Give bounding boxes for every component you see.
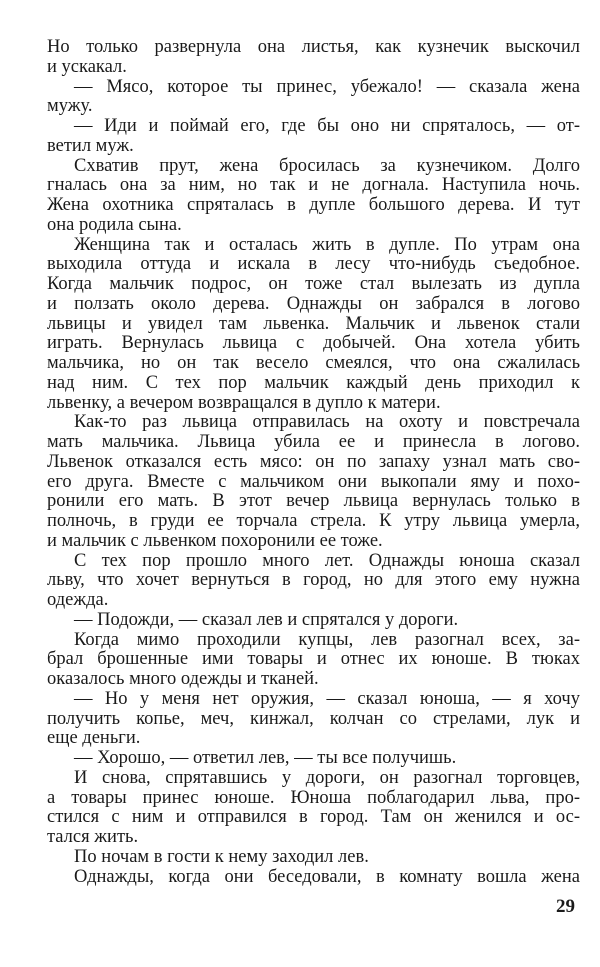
page-text xyxy=(47,38,580,887)
text-line: — Хорошо, — ответил лев, — ты все получишь. xyxy=(74,748,457,768)
text-line: гналась она за ним, но так и не догнала. Наступила ночь. xyxy=(47,175,580,196)
text-line: получить копье, меч, кинжал, колчан со стрелами, лук и xyxy=(47,708,580,729)
text-line: — Мясо, которое ты принес, убежало! — сказала жена xyxy=(74,76,580,97)
text-line: его друга. Вместе с мальчиком они выкопали яму и похо- xyxy=(47,471,580,492)
text-line: выходила оттуда и искала в лесу что-нибудь съедобное. xyxy=(47,254,580,275)
text-line: Однажды, когда они беседовали, в комнату вошла жена xyxy=(74,866,580,887)
text-line: — Но у меня нет оружия, — сказал юноша, — я хочу xyxy=(74,688,580,709)
text-line: оказалось много одежды и тканей. xyxy=(47,669,319,689)
text-line: ронили его мать. В этот вечер львица вернулась только в xyxy=(47,491,580,512)
text-line: Женщина так и осталась жить в дупле. По утрам она xyxy=(74,234,580,255)
text-line: Как-то раз львица отправилась на охоту и повстречала xyxy=(74,412,580,433)
text-line: и ползать около дерева. Однажды он забрался в логово xyxy=(47,293,580,314)
text-line: — Иди и поймай его, где бы оно ни спряталось, — от- xyxy=(74,116,580,136)
text-line: И снова, спрятавшись у дороги, он разогнал торговцев, xyxy=(74,767,580,788)
text-line: Когда мимо проходили купцы, лев разогнал всех, за- xyxy=(74,629,580,650)
text-line: полночь, в груди ее торчала стрела. К утру львица умерла, xyxy=(47,511,580,531)
text-line: над ним. С тех пор мальчик каждый день приходил к xyxy=(47,372,580,393)
text-line: тался жить. xyxy=(47,827,139,847)
text-line: По ночам в гости к нему заходил лев. xyxy=(74,846,369,867)
text-line: она родила сына. xyxy=(47,214,182,235)
text-line: ветил муж. xyxy=(47,135,134,156)
text-line: еще деньги. xyxy=(47,728,141,749)
text-line: львицы и увидел там львенка. Мальчик и львенок стали xyxy=(47,313,580,334)
text-line: и мальчик с львенком похоронили ее тоже. xyxy=(47,530,383,551)
text-line: мужу. xyxy=(47,96,93,117)
text-line: играть. Вернулась львица с добычей. Она хотела убить xyxy=(47,333,580,354)
text-line: Когда мальчик подрос, он тоже стал вылезать из дупла xyxy=(47,274,580,294)
text-line: брал брошенные ими товары и отнес их юноше. В тюках xyxy=(47,649,580,670)
text-line: и ускакал. xyxy=(47,56,127,77)
text-line: льву, что хочет вернуться в город, но для этого ему нужна xyxy=(47,570,580,591)
text-line: Жена охотника спряталась в дупле большого дерева. И тут xyxy=(47,195,580,215)
text-line: — Подожди, — сказал лев и спрятался у дороги. xyxy=(74,609,459,630)
text-line: Но только развернула она листья, как кузнечик выскочил xyxy=(47,37,580,57)
text-line: львенку, а вечером возвращался в дупло к матери. xyxy=(47,392,441,413)
text-line: стился с ним и отправился в город. Там он женился и ос- xyxy=(47,807,580,828)
text-line: одежда. xyxy=(47,590,109,610)
text-line: а товары принес юноше. Юноша поблагодарил льва, про- xyxy=(47,787,580,808)
text-line: Схватив прут, жена бросилась за кузнечиком. Долго xyxy=(74,155,580,176)
text-line: С тех пор прошло много лет. Однажды юноша сказал xyxy=(74,550,580,571)
text-line: мальчика, но он так весело смеялся, что она сжалилась xyxy=(47,353,580,373)
text-line: Львенок отказался есть мясо: он по запаху узнал мать сво- xyxy=(47,451,580,472)
page-number: 29 xyxy=(556,896,575,917)
text-line: мать мальчика. Львица убила ее и принесла в логово. xyxy=(47,432,580,452)
